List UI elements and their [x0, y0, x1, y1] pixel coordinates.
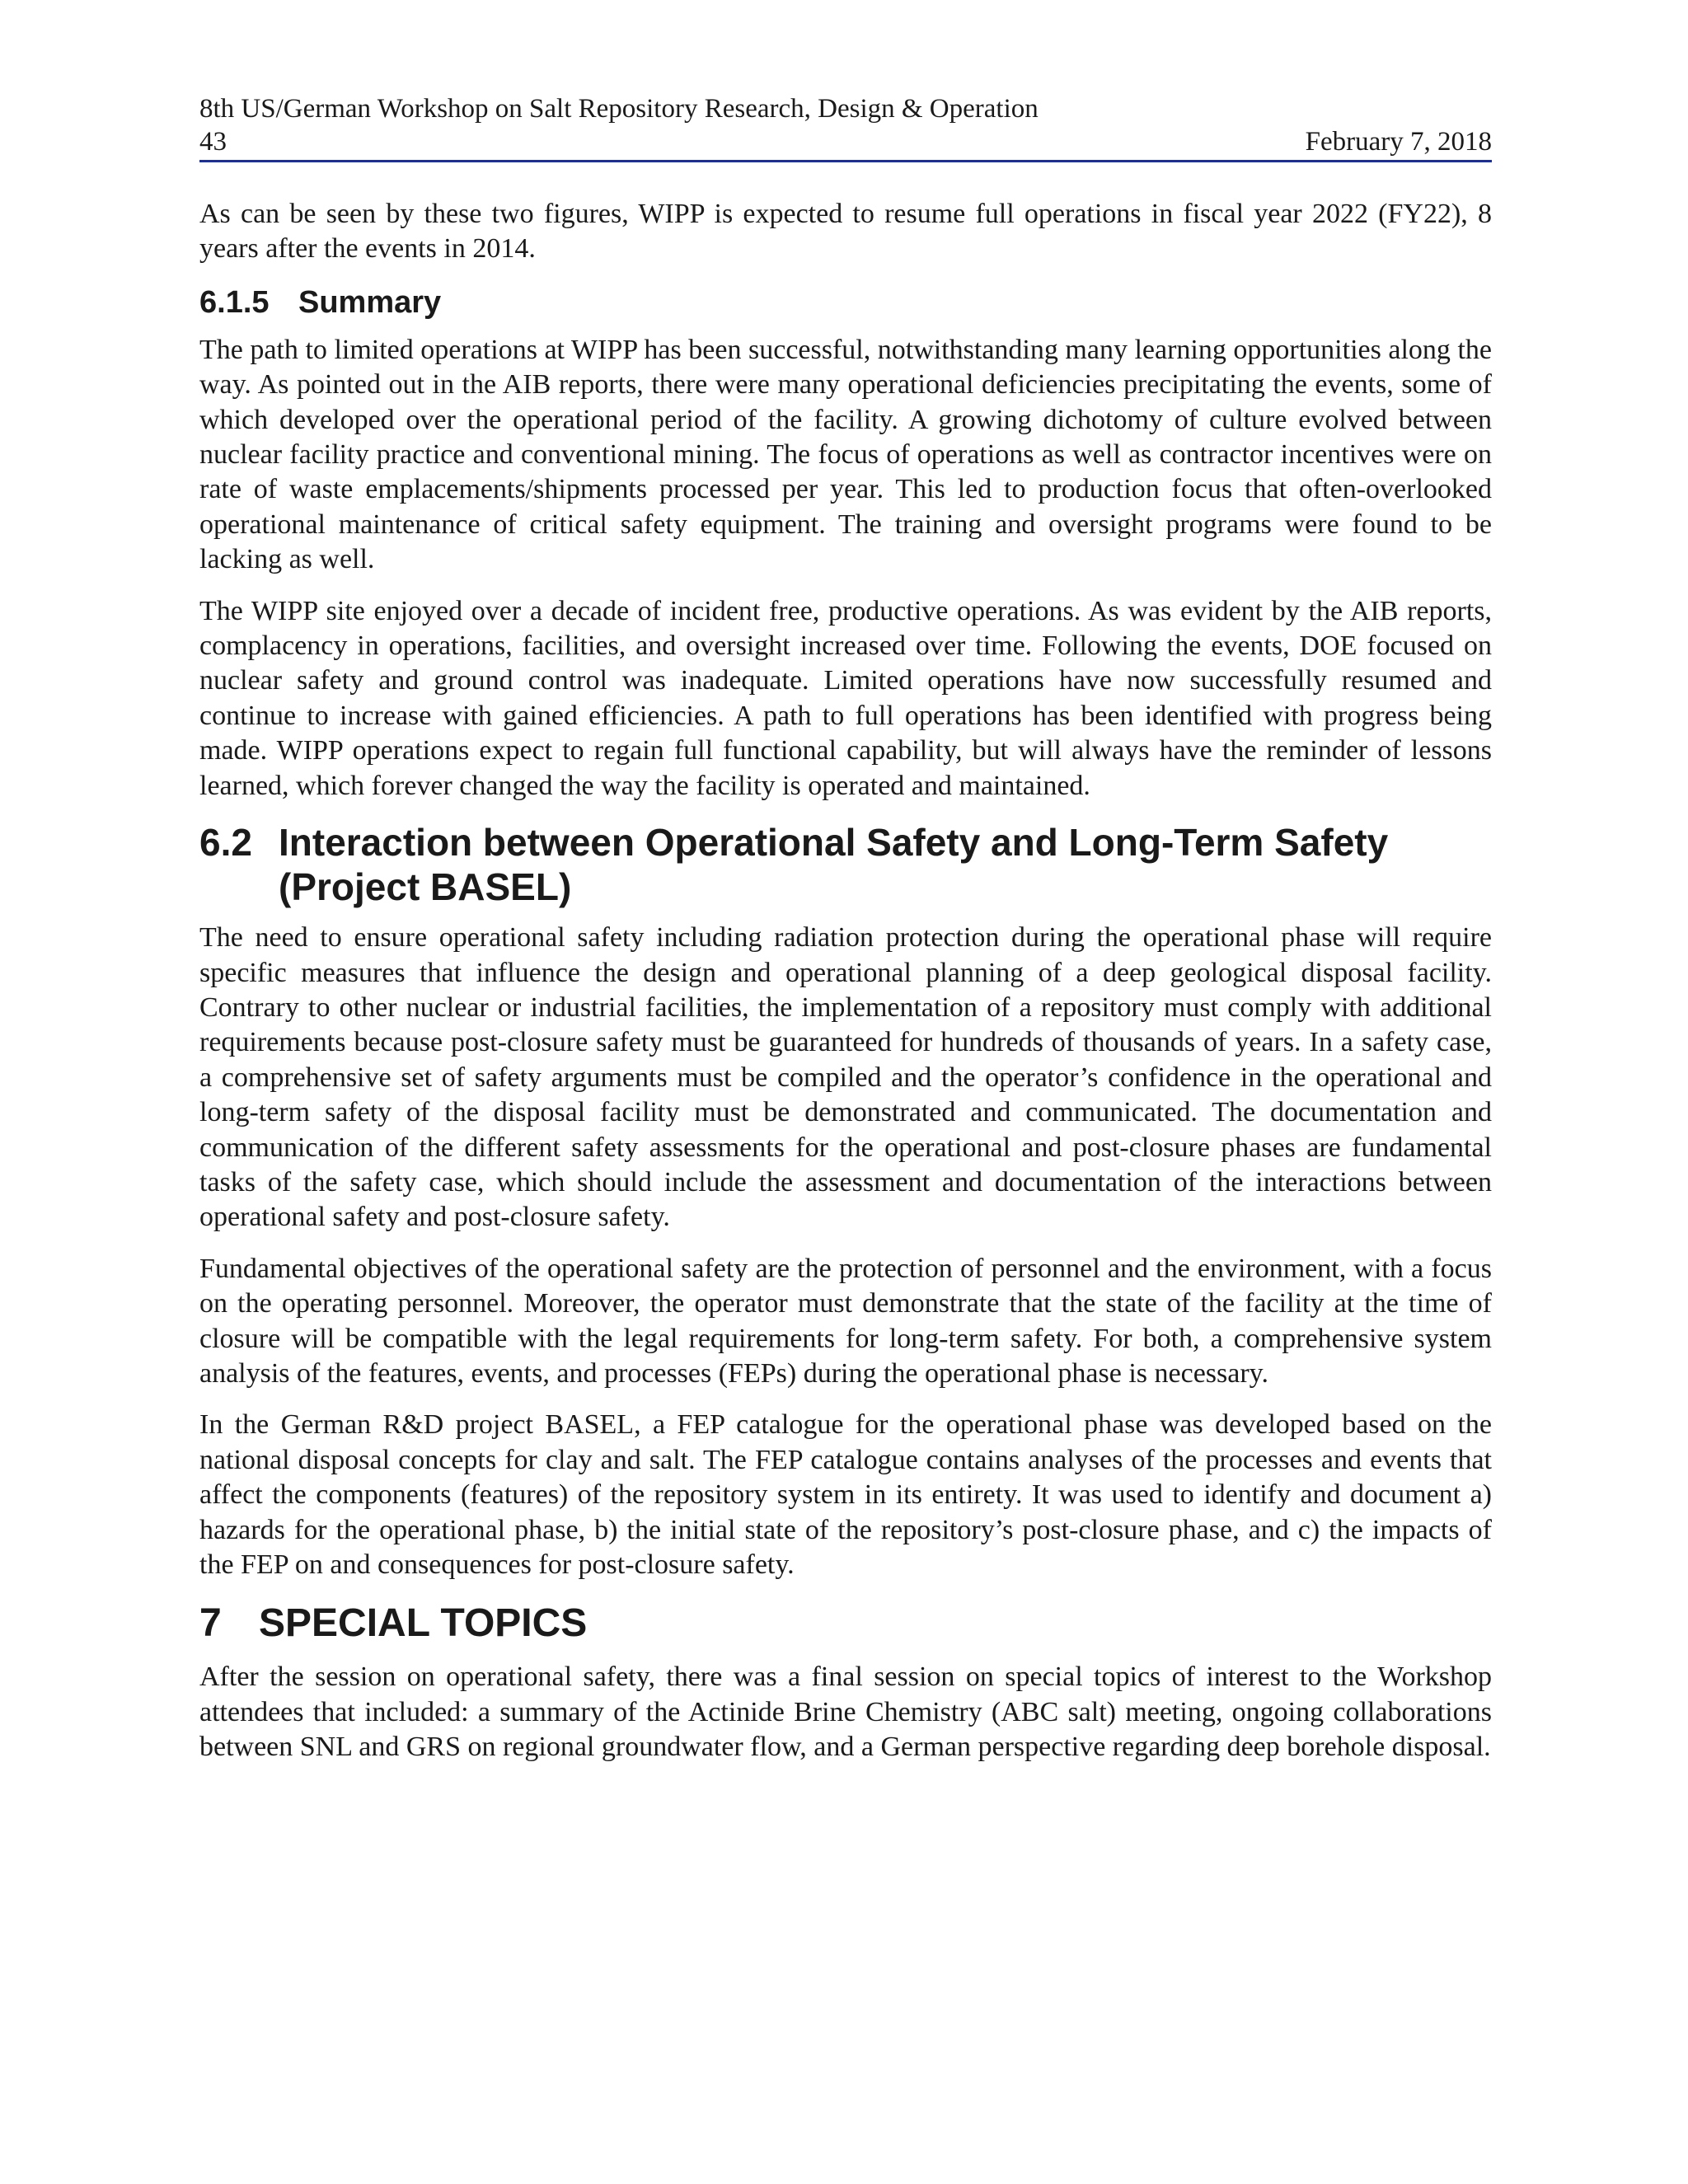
- paragraph: The path to limited operations at WIPP has been successful, notwithstanding many learning opportunities along the way. As pointed out in the AIB reports, there were many operational deficiencies precipitating the events, some of which developed over the operational period of the facility. A growing dichotomy of culture evolved between nuclear facility practice and conventional mining. The focus of operations as well as contractor incentives were on rate of waste emplacements/shipments processed per year. This led to production focus that often-overlooked operational maintenance of critical safety equipment. The training and oversight programs were found to be lacking as well.: [199, 334, 1492, 575]
- workshop-title: 8th US/German Workshop on Salt Repository Research, Design & Operation: [199, 94, 1039, 124]
- section-title: SPECIAL TOPICS: [259, 1601, 588, 1646]
- paragraph: In the German R&D project BASEL, a FEP catalogue for the operational phase was developed based on the national disposal concepts for clay and salt. The FEP catalogue contains analyses of the processes and events that affect the components (features) of the repository system in its entirety. It was used to identify and document a) hazards for the operational phase, b) the initial state of the repository’s post-closure phase, and c) the impacts of the FEP on and consequences for post-closure safety.: [199, 1409, 1492, 1580]
- paragraph: Fundamental objectives of the operational safety are the protection of personnel and the environment, with a focus on the operating personnel. Moreover, the operator must demonstrate that the state of the facility at the time of closure will be compatible with the legal requirements for long-term safety. For both, a comprehensive system analysis of the features, events, and processes (FEPs) during the operational phase is necessary.: [199, 1253, 1492, 1389]
- section-number: 6.1.5: [199, 284, 270, 320]
- section-7-heading: [199, 1599, 1492, 1648]
- page-number: 43: [199, 127, 227, 157]
- paragraph: The WIPP site enjoyed over a decade of incident free, productive operations. As was evident by the AIB reports, complacency in operations, facilities, and oversight increased over time. Following the events, DOE focused on nuclear safety and ground control was inadequate. Limited operations have now successfully resumed and continue to increase with gained efficiencies. A path to full operations has been identified with progress being made. WIPP operations expect to regain full functional capability, but will always have the reminder of lessons learned, which forever changed the way the facility is operated and maintained.: [199, 595, 1492, 801]
- paragraph: The need to ensure operational safety including radiation protection during the operational phase will require specific measures that influence the design and operational planning of a deep geological disposal facility. Contrary to other nuclear or industrial facilities, the implementation of a repository must comply with additional requirements because post-closure safety must be guaranteed for hundreds of thousands of years. In a safety case, a comprehensive set of safety arguments must be compiled and the operator’s confidence in the operational and long-term safety of the disposal facility must be demonstrated and communicated. The documentation and communication of the different safety assessments for the operational and post-closure phases are fundamental tasks of the safety case, which should include the assessment and documentation of the interactions between operational safety and post-closure safety.: [199, 922, 1492, 1233]
- document-page: [199, 92, 1492, 1782]
- header-row: [199, 125, 1492, 158]
- intro-paragraph: As can be seen by these two figures, WIPP is expected to resume full operations in fiscal year 2022 (FY22), 8 years after the events in 2014.: [199, 199, 1492, 265]
- section-6-1-5-heading: [199, 284, 1492, 321]
- section-title: Summary: [298, 284, 442, 320]
- page-header: [199, 92, 1492, 162]
- paragraph: After the session on operational safety, there was a final session on special topics of interest to the Workshop attendees that included: a summary of the Actinide Brine Chemistry (ABC salt) meeting, ongoing collaborations between SNL and GRS on regional groundwater flow, and a German perspective regarding deep borehole disposal.: [199, 1661, 1492, 1763]
- section-number: 7: [199, 1601, 222, 1646]
- header-date: February 7, 2018: [1305, 127, 1492, 157]
- page-content: [199, 197, 1492, 1765]
- section-title: Interaction between Operational Safety and Long-Term Safety (Project BASEL): [279, 821, 1389, 909]
- section-number: 6.2: [199, 821, 252, 865]
- section-6-2-heading: [199, 820, 1492, 909]
